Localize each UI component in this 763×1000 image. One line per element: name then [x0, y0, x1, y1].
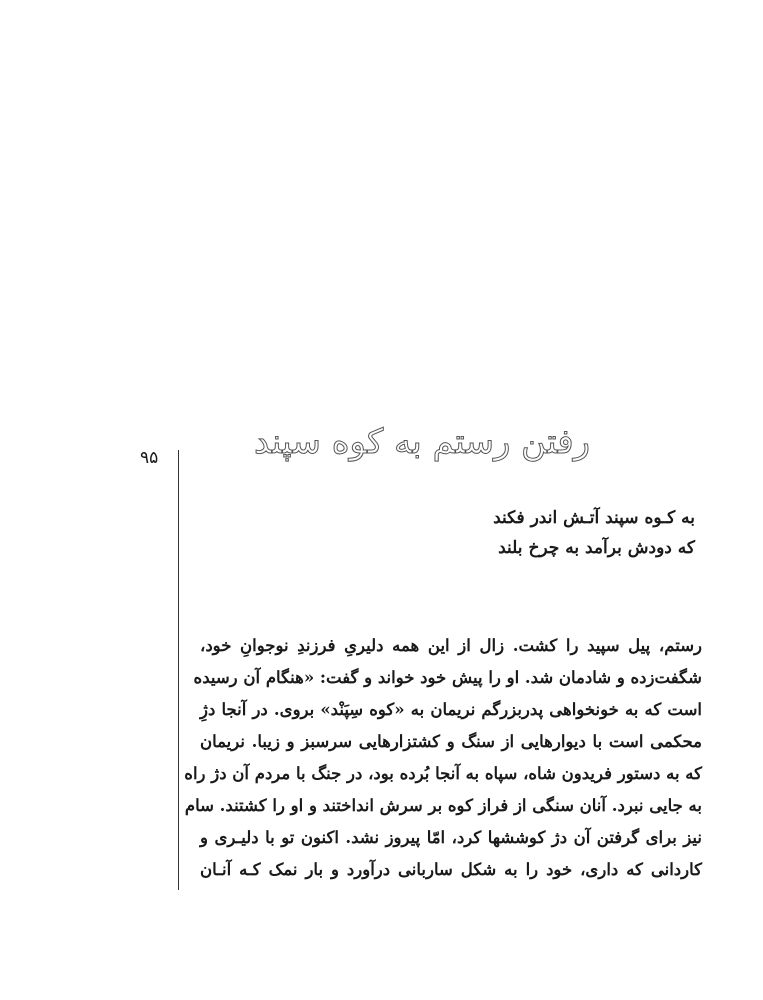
verse-couplet — [440, 503, 695, 563]
text-line: محکمی است با دیوارهایی از سنگ و کشتزارهایی سرسبز و زیبا. نریمان — [200, 732, 702, 751]
body-paragraph — [184, 630, 702, 886]
text-line: نیز برای گرفتن آن دژ کوششها کرد، امّا پیروز نشد. اکنون تو با دلیـری و — [200, 828, 702, 847]
text-line: شگفت‌زده و شادمان شد. او را پیش خود خواند و گفت: «هنگام آن رسیده — [193, 668, 702, 687]
text-line: که به دستور فریدون شاه، سپاه به آنجا بُرده بود، در جنگ با مردم آن دژ راه — [184, 764, 702, 783]
text-line: رستم، پیل سپید را کشت. زال از این همه دلیریِ فرزندِ نوجوانِ خود، — [200, 636, 702, 655]
text-line: به جایی نبرد. آنان سنگی از فراز کوه بر سرش انداختند و او را کشتند. سام — [184, 796, 702, 815]
text-line: است که به خونخواهی پدربزرگم نریمان به «کوه سِپَنْد» بروی. در آنجا دژِ — [200, 700, 702, 719]
text-line: کاردانی که داری، خود را به شکل ساربانی درآورد و بار نمک کـه آنـان — [200, 860, 702, 879]
verse-line: که دودش برآمد به چرخ بلند — [498, 538, 695, 558]
verse-line: به کـوه سپند آتـش اندر فکند — [493, 508, 695, 528]
chapter-title: رفتن رستم به کوه سپند — [254, 422, 590, 462]
page-number: ۹۵ — [140, 448, 159, 468]
margin-divider — [178, 450, 179, 890]
